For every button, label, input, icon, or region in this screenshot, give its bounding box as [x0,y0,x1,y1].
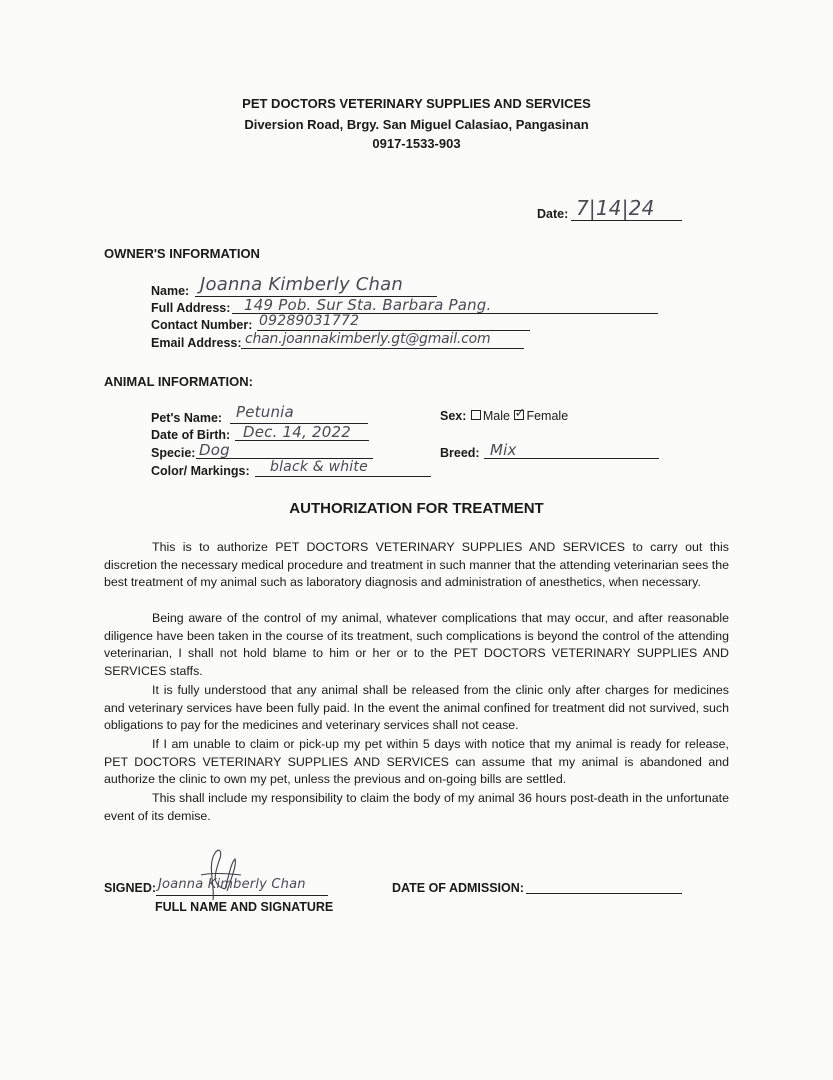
breed-value: Mix [490,441,517,459]
pet-name-label: Pet's Name: [151,411,223,425]
paragraph-authorize: This is to authorize PET DOCTORS VETERINARY SUPPLIES AND SERVICES to carry out this discretion the necessary medical procedure and treatment in such manner that the attending veterinarian sees the best treatment of my animal such as laboratory diagnosis and administration of anesthetics, when necessary. [104,540,729,590]
dob-label: Date of Birth: [151,428,231,442]
paragraph-demise: This shall include my responsibility to claim the body of my animal 36 hours post-death in the unfortunate event of its demise. [104,791,729,823]
signature-caption: FULL NAME AND SIGNATURE [155,900,334,914]
clinic-phone: 0917-1533-903 [372,136,461,151]
authorization-title: AUTHORIZATION FOR TREATMENT [289,500,544,517]
sex-male-label: Male [482,409,510,423]
owner-contact-label: Contact Number: [151,318,253,332]
sex-label: Sex: [440,409,467,423]
color-value: black & white [270,459,368,475]
clinic-address: Diversion Road, Brgy. San Miguel Calasiao, Pangasinan [244,117,589,132]
owner-email-line [241,348,524,349]
sex-female-label: Female [526,409,569,423]
color-line [255,476,431,477]
check-mark-icon: ✓ [514,405,526,420]
signed-label: SIGNED: [104,881,157,895]
color-label: Color/ Markings: [151,464,250,478]
date-line [571,220,682,221]
sex-male-checkbox[interactable] [471,410,481,420]
owner-address-label: Full Address: [151,301,231,315]
admission-label: DATE OF ADMISSION: [392,881,524,895]
paragraph-abandonment: If I am unable to claim or pick-up my pet within 5 days with notice that my animal is ready for release, PET DOCTORS VETERINARY SUPPLIES AND SERVICES can assume that my animal is abandoned and authorize the clinic to own my pet, unless the previous and on-going bills are settled. [104,737,729,787]
owner-contact-value: 09289031772 [259,313,360,329]
paragraph-control: Being aware of the control of my animal, whatever complications that may occur, and after reasonable diligence have been taken in the course of its treatment, such complications is beyond the control of the attending veterinarian, I shall not hold blame to him or her or to the PET DOCTORS VETERINARY SUPPLIES AND SERVICES staffs. [104,611,729,678]
date-value: 7|14|24 [576,196,655,220]
breed-label: Breed: [440,446,480,460]
date-label: Date: [537,207,569,221]
owner-address-value: 149 Pob. Sur Sta. Barbara Pang. [244,296,492,314]
pet-name-value: Petunia [236,403,294,421]
signed-name-value: Joanna Kimberly Chan [158,877,306,892]
animal-section-title: ANIMAL INFORMATION: [104,374,253,389]
specie-label: Specie: [151,446,196,460]
owner-name-label: Name: [151,284,190,298]
paragraph-release: It is fully understood that any animal shall be released from the clinic only after charges for medicines and veterinary services have been fully paid. In the event the animal confined for treatment did not survived, such obligations to pay for the medicines and veterinary services shall not cease. [104,683,729,733]
owner-email-label: Email Address: [151,336,242,350]
clinic-name: PET DOCTORS VETERINARY SUPPLIES AND SERVICES [242,96,591,111]
owner-name-value: Joanna Kimberly Chan [200,274,403,295]
admission-line[interactable] [526,893,682,894]
specie-value: Dog [199,441,230,459]
dob-value: Dec. 14, 2022 [243,423,351,441]
owner-email-value: chan.joannakimberly.gt@gmail.com [245,331,491,347]
sex-field [440,405,569,423]
owner-section-title: OWNER'S INFORMATION [104,246,260,261]
sex-female-checkbox[interactable] [514,405,526,420]
signature-scribble [185,845,255,905]
